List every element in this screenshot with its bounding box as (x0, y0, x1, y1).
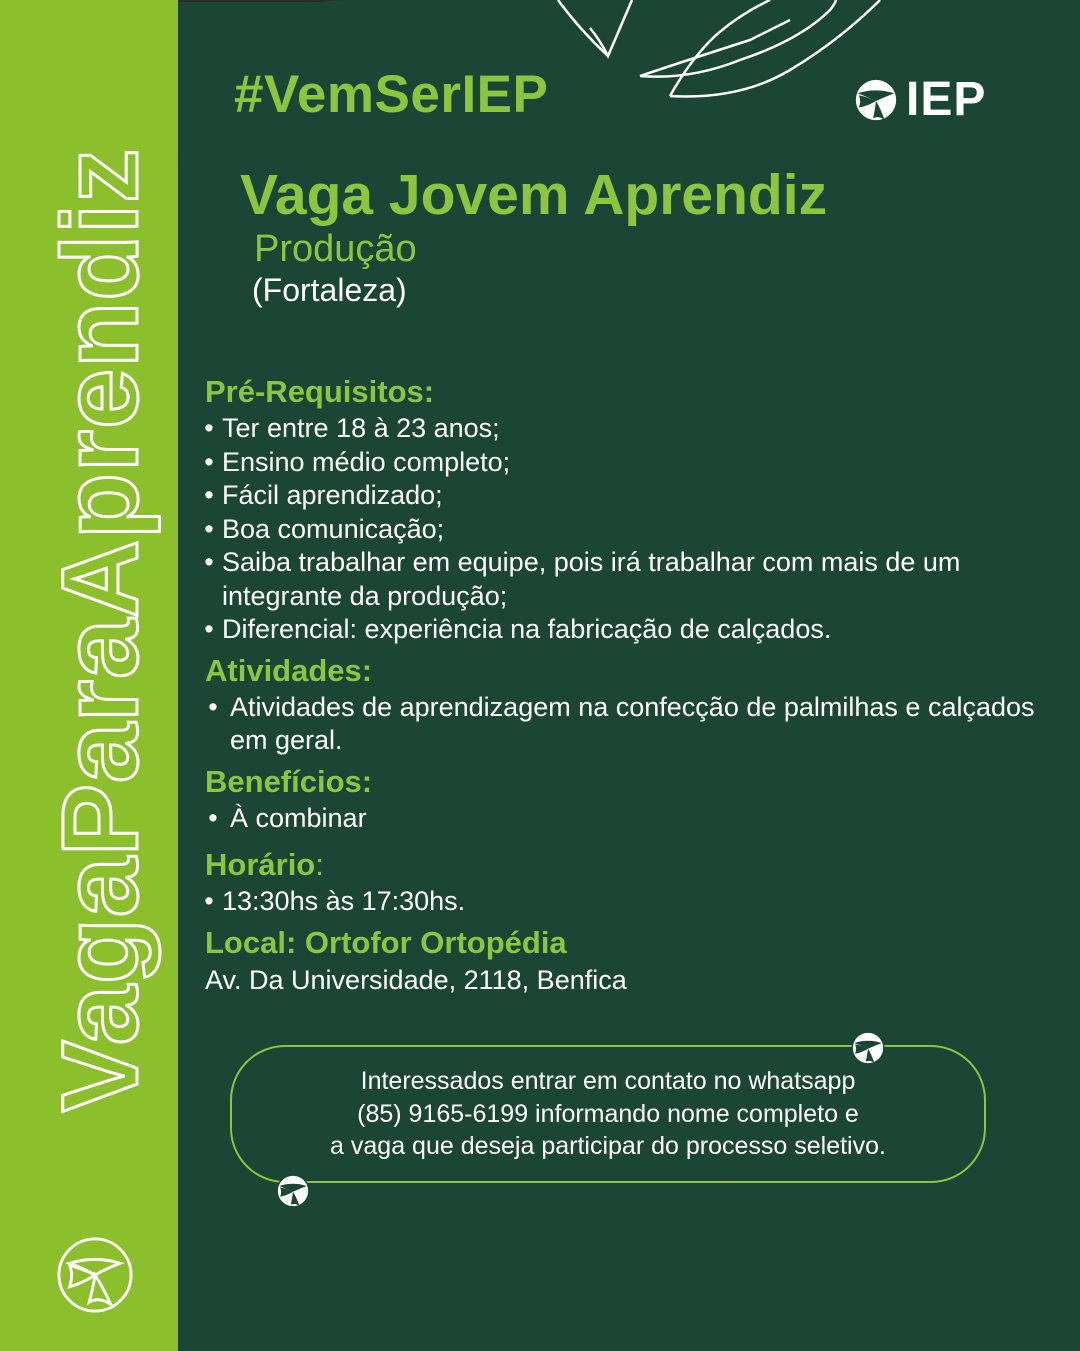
iep-logo-icon (852, 76, 900, 124)
contact-line: (85) 9165-6199 informando nome completo e (357, 1099, 859, 1128)
job-city: (Fortaleza) (252, 272, 407, 308)
iep-emblem-icon (275, 1173, 311, 1209)
list-item: • Fácil aprendizado; (204, 480, 443, 510)
contact-line: Interessados entrar em contato no whatsapp (360, 1067, 856, 1096)
location-address: Av. Da Universidade, 2118, Benfica (205, 964, 627, 995)
list-item: • Ter entre 18 à 23 anos; (204, 413, 500, 443)
hashtag-title: #VemSerIEP (234, 65, 549, 124)
contact-line: a vaga que deseja participar do processo seletivo. (330, 1132, 886, 1161)
brand-name: IEP (906, 73, 987, 126)
activities-heading: Atividades: (205, 652, 373, 688)
job-area: Produção (254, 228, 417, 270)
iep-emblem-icon (850, 1030, 886, 1066)
requirements-heading: Pré-Requisitos: (205, 374, 435, 409)
list-item: • À combinar (208, 802, 367, 833)
location-heading: Local: Ortofor Ortopédia (205, 924, 567, 960)
job-details (196, 372, 1046, 997)
list-item: • Atividades de aprendizagem na confecção de palmilhas e calçados em geral. (208, 691, 1035, 755)
job-title: Vaga Jovem Aprendiz (240, 163, 828, 227)
benefits-heading: Benefícios: (205, 763, 373, 799)
iep-emblem-icon (56, 1236, 134, 1314)
list-item: • Saiba trabalhar em equipe, pois irá trabalhar com mais de um integrante da produção; (204, 547, 961, 611)
vertical-hashtag-text: VagaParaAprendiz (39, 147, 160, 1113)
list-item: • Boa comunicação; (204, 513, 445, 544)
brand-logo (852, 72, 986, 127)
leaf-decoration (540, 0, 900, 110)
list-item: • Diferencial: experiência na fabricação de calçados. (204, 614, 832, 644)
list-item: • 13:30hs às 17:30hs. (204, 886, 466, 916)
list-item: • Ensino médio completo; (204, 446, 511, 477)
schedule-heading: Horário: (205, 847, 324, 882)
